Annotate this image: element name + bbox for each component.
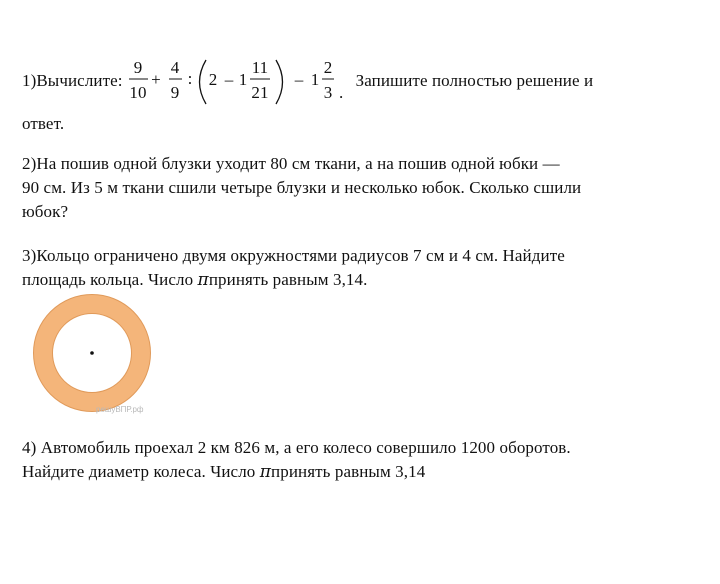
end-dot: . [338,83,343,102]
task-4 [22,436,571,484]
paren-whole: 1 [238,70,247,89]
task-2 [22,152,581,224]
task-3-line-2 [22,268,565,292]
task-4-line-2 [22,460,571,484]
task-1-line-1 [22,52,593,112]
paren-minus: – [224,70,233,89]
task-1-instruction: Запишите полностью решение и [355,70,594,90]
paren-two: 2 [208,70,217,89]
task-3-text-b: принять равным 3,14. [208,270,368,289]
fraction-2-numerator: 4 [170,58,179,77]
fraction-4-denominator: 3 [323,83,332,102]
right-parenthesis [276,60,283,104]
fraction-1-denominator: 10 [128,83,147,102]
task-4-text-a: Найдите диаметр колеса. Число [22,462,260,481]
center-point [90,351,94,355]
task-2-line-1: 2)На пошив одной блузки уходит 80 см ткани, а на пошив одной юбки — [22,154,560,173]
task-2-line-2: 90 см. Из 5 м ткани сшили четыре блузки и несколько юбок. Сколько сшили [22,178,582,197]
task-1 [22,52,593,136]
task-4-line-1: 4) Автомобиль проехал 2 км 826 м, а его колесо совершило 1200 оборотов. [22,438,571,457]
left-parenthesis [199,60,206,104]
pi-symbol: π [197,270,209,290]
task-3-text-a: площадь кольца. Число [22,270,198,289]
fraction-4-numerator: 2 [323,58,332,77]
task-1-expression [129,52,353,112]
task-2-line-3: юбок? [22,202,69,221]
watermark: решуВПР.рф [96,405,144,414]
task-4-text-b: принять равным 3,14 [271,462,426,481]
fraction-3-denominator: 21 [250,83,269,102]
fraction-1-numerator: 9 [133,58,142,77]
mixed-whole: 1 [310,70,319,89]
fraction-3-numerator: 11 [251,58,268,77]
task-3-line-1: 3)Кольцо ограничено двумя окружностями радиусов 7 см и 4 см. Найдите [22,246,565,265]
plus-sign: + [150,70,161,89]
task-1-label: 1)Вычислите: [22,70,123,90]
task-3 [22,244,565,292]
colon-sign: : [187,69,193,88]
fraction-2-denominator: 9 [170,83,179,102]
outer-minus: – [294,70,303,89]
task-1-line-2: ответ. [22,114,65,133]
pi-symbol-2: π [259,462,272,482]
ring-figure [20,292,170,432]
